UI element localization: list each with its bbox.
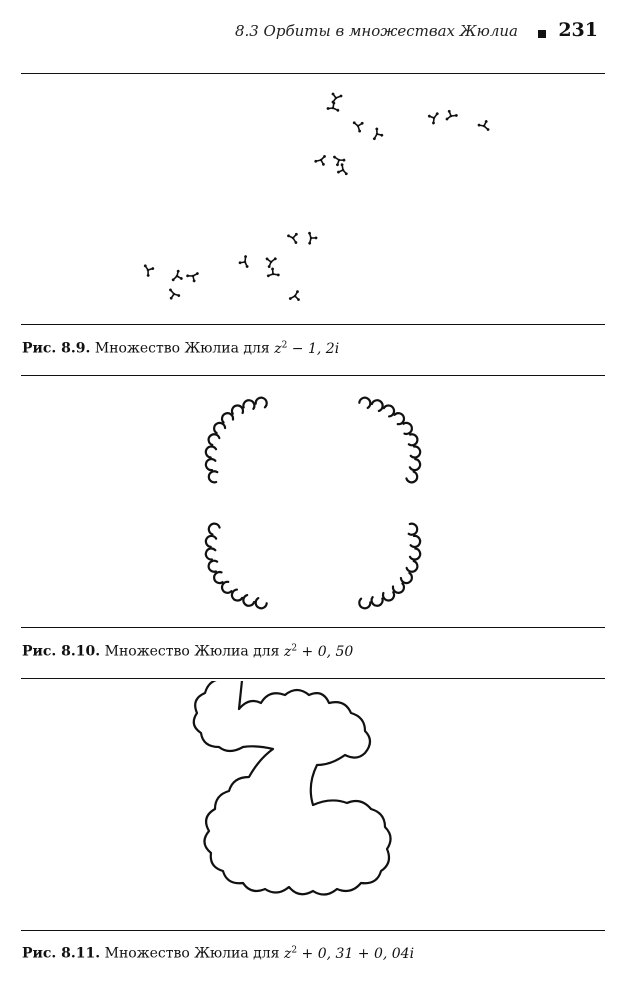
curl-mark [406,560,419,574]
curl-mark [410,535,421,547]
curl-mark [207,433,220,447]
figure-top-rule [21,375,605,376]
curl-chains [205,397,420,608]
curl-mark [406,522,419,536]
curl-mark [255,598,267,609]
dust-cluster [445,110,458,123]
caption-formula: $z^2 + 0$, 50 [283,643,354,660]
dust-cluster [352,121,364,133]
dust-cluster [369,127,384,142]
curl-arc [359,522,421,609]
dust-cluster [265,255,278,268]
caption-text: Множество Жюлиа для [104,945,280,962]
caption-formula: $z^2 + 0$, 31 + 0, 04i [283,945,415,962]
dust-cluster [288,290,300,302]
curl-mark [205,548,216,560]
curl-mark [205,446,216,458]
curl-mark [207,470,220,484]
curl-mark [410,548,421,560]
dust-cluster [326,101,341,116]
section-title: 8.3 Орбиты в множествах Жюлиа [234,22,518,40]
curl-mark [255,397,267,408]
figure-bottom-rule [21,930,605,931]
dust-cluster [238,254,253,269]
curl-mark [371,399,385,412]
julia-fatou-dust-image [21,378,605,625]
dust-cluster [303,231,318,246]
dust-cluster [266,267,281,282]
figure-bottom-rule [21,324,605,325]
curl-arc [205,522,267,609]
curl-mark [406,470,419,484]
dust-cluster [427,110,442,125]
figure-label: Рис. 8.11. [22,945,101,962]
caption-text: Множество Жюлиа для [104,643,280,660]
curl-arc [359,397,421,484]
figure-label: Рис. 8.9. [22,340,91,357]
curl-mark [359,598,371,609]
figure-julia-fatou-dust [21,378,605,625]
figure-bottom-rule [21,627,605,628]
square-bullet-icon [538,30,546,38]
page-number: 231 [558,19,598,41]
figure-top-rule [21,678,605,679]
figure-top-rule [21,73,605,74]
curl-mark [410,446,421,458]
running-head [0,18,600,48]
figure-caption [22,643,353,660]
curl-mark [205,535,216,547]
dust-cluster [331,152,346,167]
curl-arc [205,397,267,484]
julia-dust-image [21,76,605,322]
caption-text: Множество Жюлиа для [94,340,270,357]
curl-mark [207,522,220,536]
dust-clusters [141,93,492,303]
julia-curve-image [21,681,605,928]
dust-cluster [167,286,181,300]
dust-cluster [141,264,155,278]
curl-mark [410,459,421,471]
curl-mark [242,594,256,607]
curl-mark [359,397,371,408]
figure-caption [22,340,339,357]
curl-mark [205,459,216,471]
figure-label: Рис. 8.10. [22,643,101,660]
dust-cluster [332,93,343,104]
caption-formula: $z^2 - 1$, 2i [274,340,340,357]
dust-cluster [287,233,300,246]
dust-cluster [477,120,492,135]
figure-julia-curve [21,681,605,928]
dust-cluster [314,154,326,166]
julia-outline [194,681,391,895]
figure-caption [22,945,414,962]
figure-julia-dust [21,76,605,322]
dust-cluster [185,268,199,282]
dust-cluster [169,269,183,283]
